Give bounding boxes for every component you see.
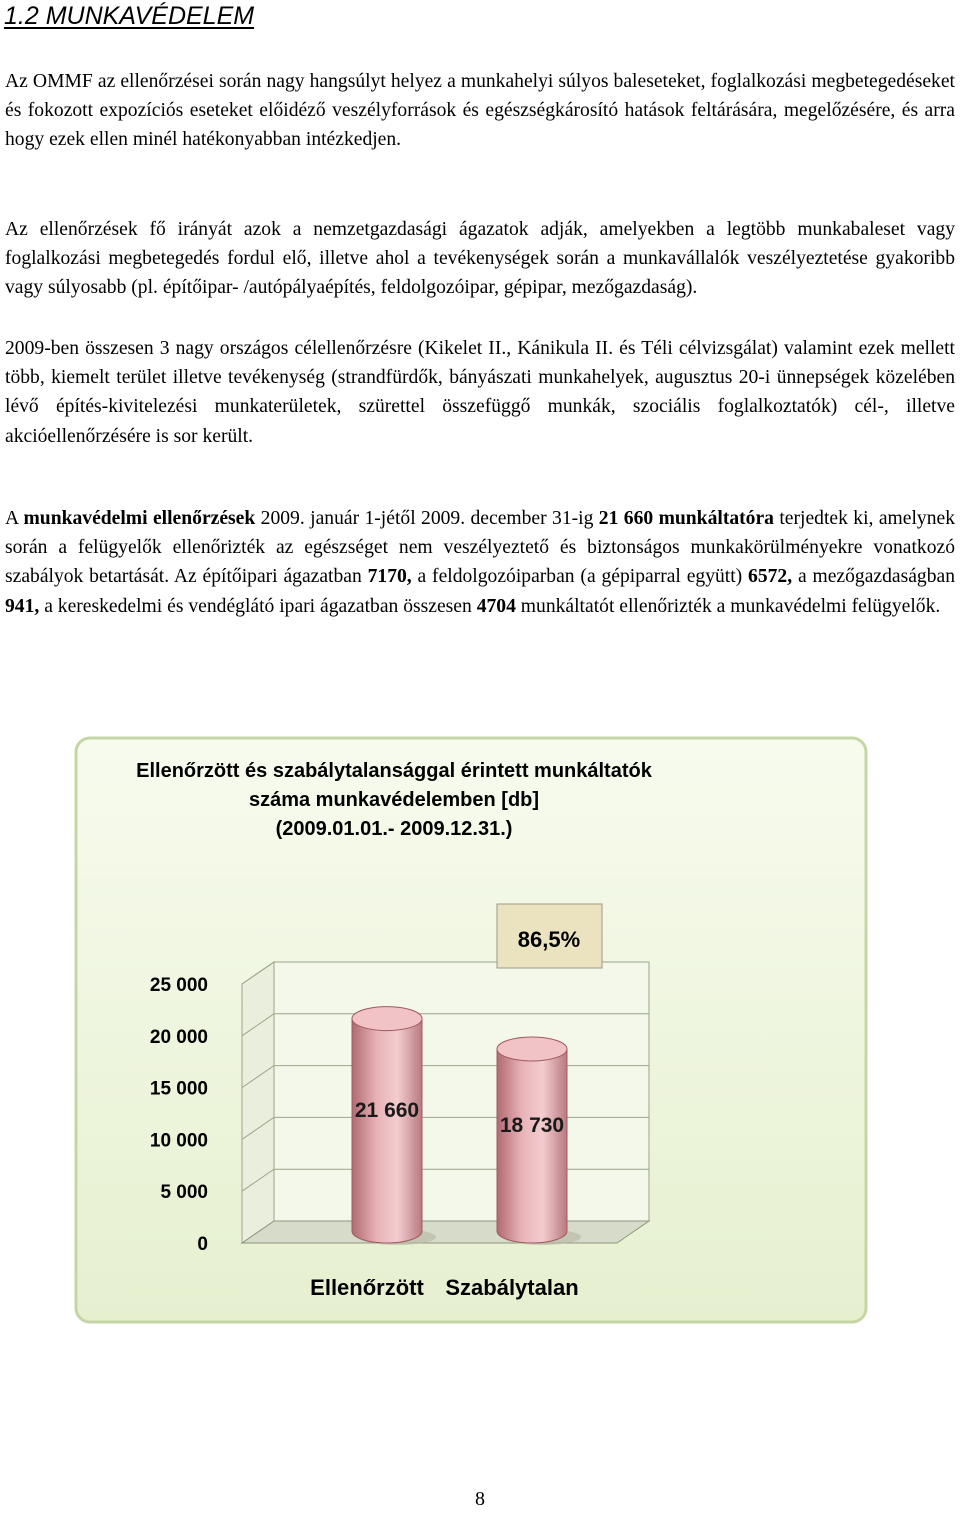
- y-tick-label: 15 000: [149, 1078, 208, 1100]
- bold-span: 21 660 munkáltatóra: [598, 508, 774, 529]
- y-tick-label: 25 000: [149, 975, 208, 996]
- bold-span: 7170,: [367, 566, 412, 588]
- text-span: 2009. január 1-jétől 2009. december 31-ig: [255, 508, 599, 529]
- bar-data-label: 18 730: [499, 1113, 565, 1137]
- paragraph-campaigns: 2009-ben összesen 3 nagy országos célellenőrzésre (Kikelet II., Kánikula II. és Téli célvizsgálat) valamint ezek mellett több, kiemelt terület illetve tevékenység (strandfürdők, bányászati munkahelyek, augusztus 20-i ünnepségek közelében lévő építés-kivitelezési munkaterületek, szürettel összefüggő munkák, szociális foglalkoztatók) cél-, illetve akcióellenőrzésére is sor került.: [5, 338, 955, 447]
- chart-title-line: Ellenőrzött és szabálytalansággal érintett munkáltatók: [136, 760, 652, 782]
- paragraph-intro: Az OMMF az ellenőrzései során nagy hangsúlyt helyez a munkahelyi súlyos baleseteket, foglalkozási megbetegedéseket és fokozott expozíciós eseteket előidéző veszélyforrások és egészségkárosító hatások feltárására, megelőzésére, és arra hogy ezek ellen minél hatékonyabban intézkedjen.: [5, 71, 955, 151]
- text-span: terjedtek ki, amelynek során a felügyelők ellenőrizték az egészséget nem veszélyeztető és biztonságos munkakörülményekre vonatkozó szabályok betartását. Az építőipari ágazatban: [5, 508, 955, 588]
- chart-floor: [242, 1221, 649, 1243]
- paragraph-directions: Az ellenőrzések fő irányát azok a nemzetgazdasági ágazatok adják, amelyekben a legtöbb munkabaleset vagy foglalkozási megbetegedés fordul elő, illetve ahol a tevékenységek során a munkavállalók veszélyeztetése gyakoribb vagy súlyosabb (pl. építőipar- /autópályaépítés, feldolgozóipar, gépipar, mezőgazdaság).: [5, 219, 955, 299]
- x-category-label: Szabálytalan: [445, 1275, 579, 1300]
- text-span: munkáltatót ellenőrizték a munkavédelmi felügyelők.: [515, 595, 941, 617]
- bold-span: 941,: [5, 595, 40, 617]
- x-category-label: Ellenőrzött: [310, 1275, 424, 1300]
- y-tick-label: 0: [197, 1234, 208, 1255]
- bar: [352, 1019, 422, 1243]
- back-wall: [274, 962, 649, 1221]
- chart-title-line: száma munkavédelemben [db]: [248, 789, 540, 811]
- section-heading: 1.2 MUNKAVÉDELEM: [4, 2, 255, 30]
- bold-span: 6572,: [748, 566, 793, 588]
- annotation-label: 86,5%: [517, 927, 581, 952]
- y-tick-label: 5 000: [160, 1182, 208, 1204]
- bar-data-label: 21 660: [354, 1098, 420, 1122]
- chart-annotation: [497, 904, 602, 968]
- text-span: A: [5, 508, 24, 529]
- text-span: a kereskedelmi és vendéglátó ipari ágazatban összesen: [39, 595, 477, 617]
- bold-span: munkavédelmi ellenőrzések: [23, 508, 256, 529]
- bar: [497, 1049, 567, 1243]
- y-tick-label: 20 000: [149, 1026, 208, 1048]
- bar-top: [352, 1007, 422, 1031]
- paragraph-statistics: [5, 504, 955, 621]
- bold-span: 4704: [476, 595, 516, 617]
- text-span: a mezőgazdaságban: [792, 566, 955, 588]
- chart-title-line: (2009.01.01.- 2009.12.31.): [275, 818, 513, 840]
- bar-chart: [72, 734, 872, 1328]
- page-number: 8: [475, 1488, 485, 1510]
- side-wall: [242, 962, 274, 1243]
- text-span: a feldolgozóiparban (a gépiparral együtt): [411, 566, 749, 588]
- y-tick-label: 10 000: [149, 1130, 208, 1152]
- bar-top: [497, 1037, 567, 1061]
